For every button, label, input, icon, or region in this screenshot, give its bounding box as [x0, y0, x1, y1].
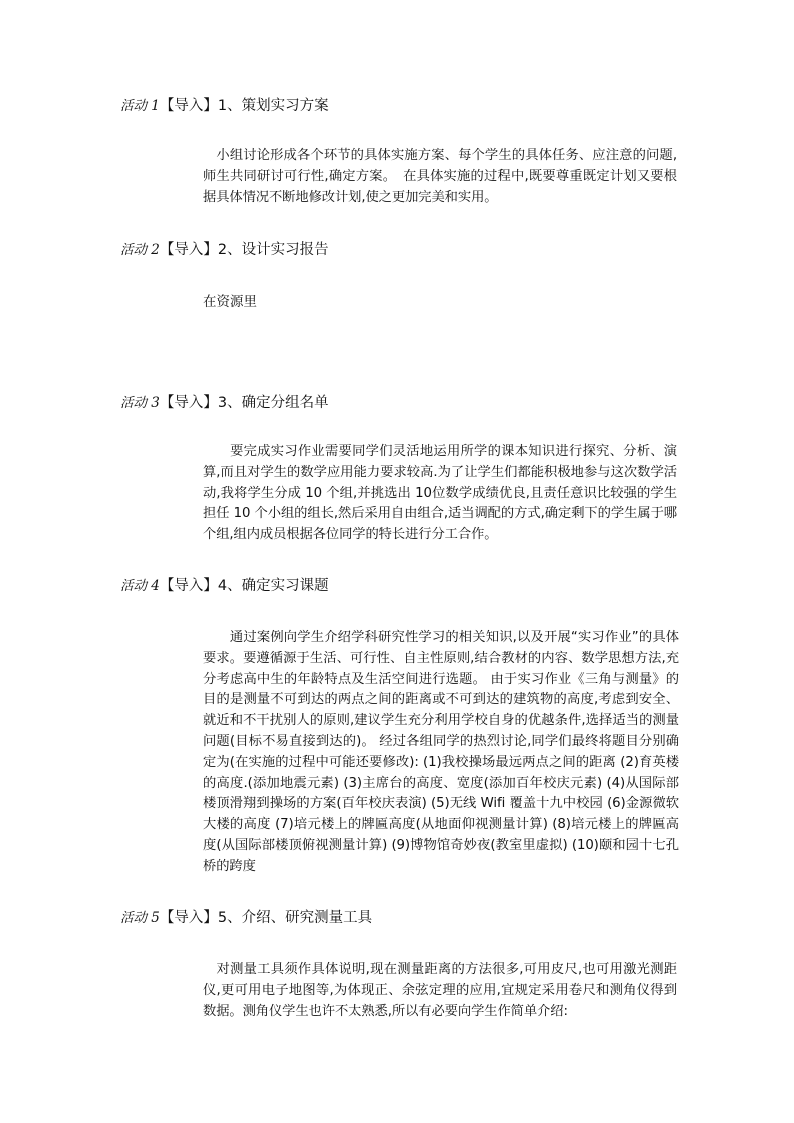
- activity-label: 活动 5: [120, 910, 160, 926]
- activity-title: 2、设计实习报告: [217, 242, 329, 258]
- activity-label: 活动 1: [120, 98, 160, 114]
- activity-1-heading: [120, 96, 329, 116]
- activity-tag: 【导入】: [159, 910, 218, 926]
- activity-title: 4、确定实习课题: [217, 578, 329, 594]
- activity-title: 3、确定分组名单: [217, 395, 329, 411]
- activity-4-heading: [120, 576, 329, 596]
- activity-label: 活动 2: [120, 242, 160, 258]
- activity-4-body: 通过案例向学生介绍学科研究性学习的相关知识,以及开展“实习作业”的具体要求。要遵循源于生活、可行性、自主性原则,结合教材的内容、数学思想方法,充分考虑高中生的年龄特点及生活空间进行选题。 由于实习作业《三角与测量》的目的是测量不可到达的两点之间的距离或不可到达的建筑物的高度,考虑到安全、就近和不干扰别人的原则,建议学生充分利用学校自身的优越条件,选择适当的测量问题(目标不易直接到达的)。 经过各组同学的热烈讨论,同学们最终将题目分别确定为(在实施的过程中可能还要修改): (1)我校操场最远两点之间的距离 (2)育英楼的高度.(添加地震元素) (3)主席台的高度、宽度(添加百年校庆元素) (4)从国际部楼顶滑翔到操场的方案(百年校庆表演) (5)无线 Wifi 覆盖十九中校园 (6)金源微软大楼的高度 (7)培元楼上的牌匾高度(从地面仰视测量计算) (8)培元楼上的牌匾高度(从国际部楼顶俯视测量计算) (9)博物馆奇妙夜(教室里虚拟) (10)颐和园十七孔桥的跨度: [203, 630, 679, 874]
- activity-5-body: 对测量工具须作具体说明,现在测量距离的方法很多,可用皮尺,也可用激光测距仪,更可用电子地图等,为体现正、余弦定理的应用,宜规定采用卷尺和测角仪得到数据。测角仪学生也许不太熟悉,所以有必要向学生作简单介绍:: [203, 962, 677, 1019]
- activity-title: 5、介绍、研究测量工具: [217, 910, 373, 926]
- activity-tag: 【导入】: [159, 242, 218, 258]
- activity-3-body: 要完成实习作业需要同学们灵活地运用所学的课本知识进行探究、分析、演算,而且对学生的数学应用能力要求较高.为了让学生们都能积极地参与这次数学活动,我将学生分成 10 个组,并挑选出 10位数学成绩优良,且责任意识比较强的学生担任 10 个小组的组长,然后采用自由组合,适当调配的方式,确定剩下的学生属于哪个组,组内成员根据各位同学的特长进行分工合作。: [203, 444, 677, 543]
- activity-1-body: 小组讨论形成各个环节的具体实施方案、每个学生的具体任务、应注意的问题,师生共同研讨可行性,确定方案。 在具体实施的过程中,既要尊重既定计划又要根据具体情况不断地修改计划,使之更加完美和实用。: [203, 148, 677, 205]
- activity-tag: 【导入】: [159, 578, 218, 594]
- activity-5-heading: [120, 908, 372, 928]
- activity-3-heading: [120, 393, 329, 413]
- activity-2-body: 在资源里: [203, 294, 257, 310]
- activity-2-heading: [120, 240, 329, 260]
- activity-tag: 【导入】: [159, 395, 218, 411]
- activity-title: 1、策划实习方案: [217, 98, 329, 114]
- activity-tag: 【导入】: [159, 98, 218, 114]
- activity-label: 活动 3: [120, 395, 160, 411]
- activity-label: 活动 4: [120, 578, 160, 594]
